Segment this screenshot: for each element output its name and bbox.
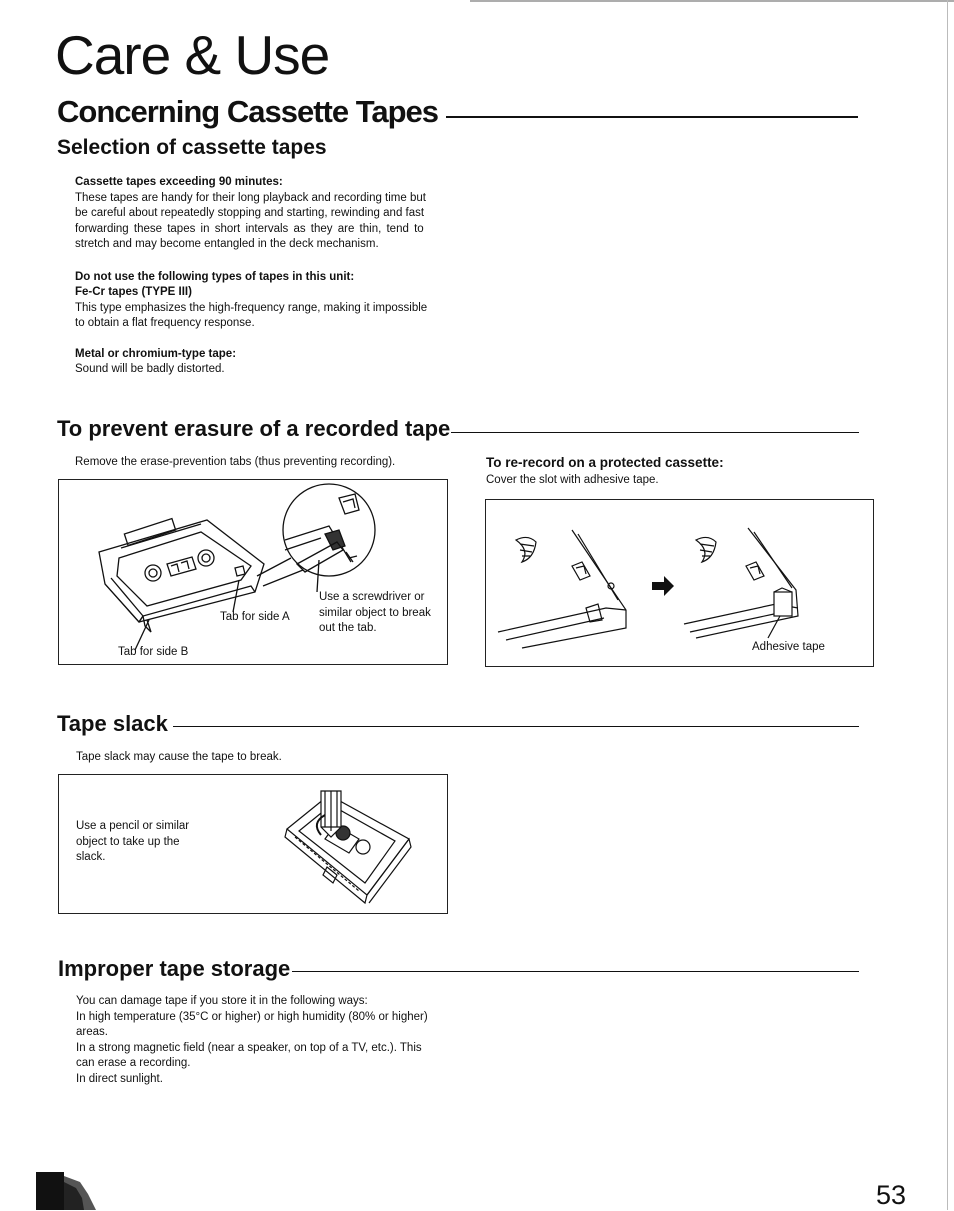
section-subtitle: Selection of cassette tapes: [57, 136, 327, 159]
exceeding-line: These tapes are handy for their long playback and recording time but: [75, 191, 426, 204]
fecr-line: This type emphasizes the high-frequency range, making it impossible: [75, 301, 428, 314]
donot-heading: Do not use the following types of tapes in this unit:: [75, 270, 355, 283]
tab-removal-figure: [58, 479, 448, 665]
screwdriver-line: similar object to break: [319, 606, 431, 619]
pencil-line: slack.: [76, 851, 106, 863]
storage-title: Improper tape storage: [58, 956, 291, 981]
fecr-heading: Fe-Cr tapes (TYPE III): [75, 286, 192, 298]
exceeding-line: stretch and may become entangled in the deck mechanism.: [75, 238, 379, 250]
slack-title-rule: [173, 726, 859, 727]
slack-title: Tape slack: [57, 711, 168, 736]
prevent-title-rule: [451, 432, 859, 433]
storage-line: You can damage tape if you store it in the following ways:: [76, 995, 368, 1007]
top-scan-rule: [470, 0, 954, 2]
tab-side-b-label: Tab for side B: [118, 646, 189, 658]
rerecord-figure: [485, 499, 874, 667]
prevent-intro: Remove the erase-prevention tabs (thus preventing recording).: [75, 456, 396, 468]
pencil-line: Use a pencil or similar: [76, 820, 190, 832]
page-number: 53: [876, 1180, 907, 1210]
storage-line: In direct sunlight.: [76, 1072, 163, 1085]
fecr-line: to obtain a flat frequency response.: [75, 317, 255, 329]
metal-heading: Metal or chromium-type tape:: [75, 347, 237, 360]
rerecord-heading: To re-record on a protected cassette:: [486, 455, 724, 470]
screwdriver-note: [319, 590, 447, 637]
screwdriver-line: Use a screwdriver or: [319, 591, 425, 603]
storage-title-rule: [292, 971, 859, 972]
storage-line: In high temperature (35°C or higher) or high humidity (80% or higher): [76, 1010, 428, 1023]
storage-line: areas.: [76, 1026, 108, 1038]
metal-line: Sound will be badly distorted.: [75, 363, 225, 375]
slack-figure: [58, 774, 448, 914]
tab-side-a-label: Tab for side A: [220, 611, 290, 623]
slack-intro: Tape slack may cause the tape to break.: [76, 751, 282, 763]
storage-list: [76, 994, 466, 1087]
exceeding-line: be careful about repeatedly stopping and starting, rewinding and fast: [75, 207, 425, 219]
adhesive-tape-label: Adhesive tape: [752, 641, 825, 653]
exceeding-line: forwarding these tapes in short intervals as they are thin, tend to: [75, 222, 424, 235]
screwdriver-line: out the tab.: [319, 622, 377, 634]
prevent-title: To prevent erasure of a recorded tape: [57, 416, 451, 441]
storage-line: can erase a recording.: [76, 1057, 191, 1069]
page-corner-mark: [36, 1168, 98, 1210]
section-title: Concerning Cassette Tapes: [57, 94, 438, 129]
storage-line: In a strong magnetic field (near a speaker, on top of a TV, etc.). This: [76, 1041, 422, 1054]
pencil-cassette-illustration: [59, 775, 447, 913]
selection-block: [75, 175, 455, 378]
right-scan-rule: [947, 0, 948, 1210]
exceeding-heading: Cassette tapes exceeding 90 minutes:: [75, 176, 283, 188]
pencil-line: object to take up the: [76, 835, 180, 848]
section-title-rule: [446, 116, 858, 118]
page-title: Care & Use: [55, 24, 330, 86]
rerecord-text: Cover the slot with adhesive tape.: [486, 474, 659, 486]
